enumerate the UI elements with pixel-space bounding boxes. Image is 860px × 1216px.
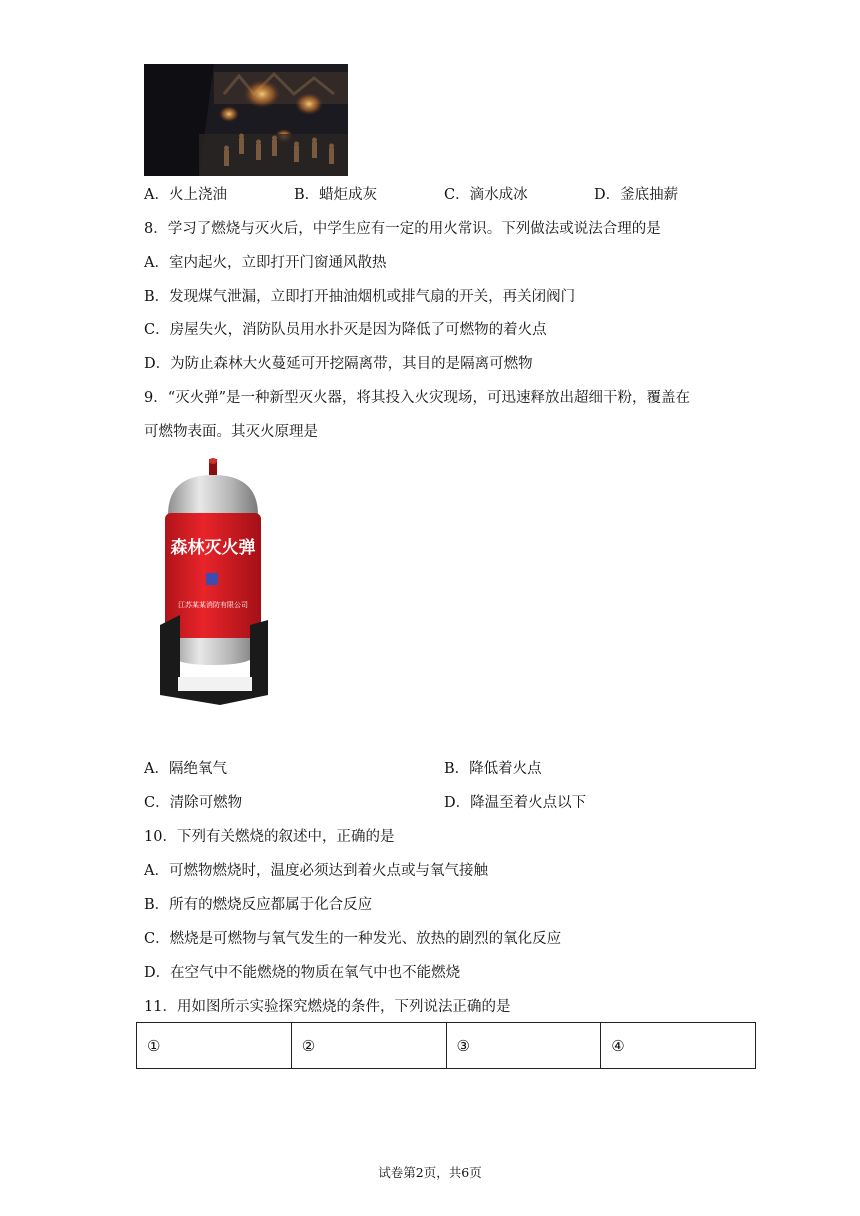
q10-option-a: A．可燃物燃烧时，温度必须达到着火点或与氧气接触 [144,863,488,879]
q8-stem: 8．学习了燃烧与灭火后，中学生应有一定的用火常识。下列做法或说法合理的是 [144,221,661,237]
q8-option-b: B．发现煤气泄漏，立即打开抽油烟机或排气扇的开关，再关闭阀门 [144,289,576,305]
q9-option-b: B．降低着火点 [444,761,542,777]
q10-option-b: B．所有的燃烧反应都属于化合反应 [144,897,373,913]
q8-option-a: A．室内起火，立即打开门窗通风散热 [144,255,387,271]
q9-stem-line1: 9．“灭火弹”是一种新型灭火器，将其投入火灾现场，可迅速释放出超细干粉，覆盖在 [144,390,691,406]
q11-experiment-table [136,1022,756,1069]
q10-option-d: D．在空气中不能燃烧的物质在氧气中也不能燃烧 [144,965,461,981]
q11-stem: 11．用如图所示实验探究燃烧的条件，下列说法正确的是 [144,999,511,1015]
q8-option-c: C．房屋失火，消防队员用水扑灭是因为降低了可燃物的着火点 [144,322,547,338]
fire-scene-illustration [144,64,348,176]
q9-option-a: A．隔绝氧气 [144,761,227,777]
q10-stem: 10．下列有关燃烧的叙述中，正确的是 [144,829,395,845]
extinguisher-subtext: 江苏某某消防有限公司 [178,601,248,609]
q9-stem-line2: 可燃物表面。其灭火原理是 [144,424,318,440]
table-cell-1: ① [137,1023,292,1069]
q7-option-b: B．蜡炬成灰 [294,187,378,203]
fire-scene-photo [144,64,348,176]
fire-extinguisher-illustration [150,455,275,710]
table-cell-4: ④ [601,1023,756,1069]
q7-option-c: C．滴水成冰 [444,187,528,203]
q10-option-c: C．燃烧是可燃物与氧气发生的一种发光、放热的剧烈的氧化反应 [144,931,562,947]
fire-extinguisher-bomb-image [150,455,275,710]
q9-option-c: C．清除可燃物 [144,795,243,811]
page-footer: 试卷第2页，共6页 [378,1165,482,1180]
q9-option-d: D．降温至着火点以下 [444,795,587,811]
table-cell-3: ③ [446,1023,601,1069]
q7-option-d: D．釜底抽薪 [594,187,679,203]
table-row [137,1023,756,1069]
q8-option-d: D．为防止森林大火蔓延可开挖隔离带，其目的是隔离可燃物 [144,356,533,372]
q7-option-a: A．火上浇油 [144,187,227,203]
extinguisher-label: 森林灭火弹 [170,538,256,558]
table-cell-2: ② [291,1023,446,1069]
